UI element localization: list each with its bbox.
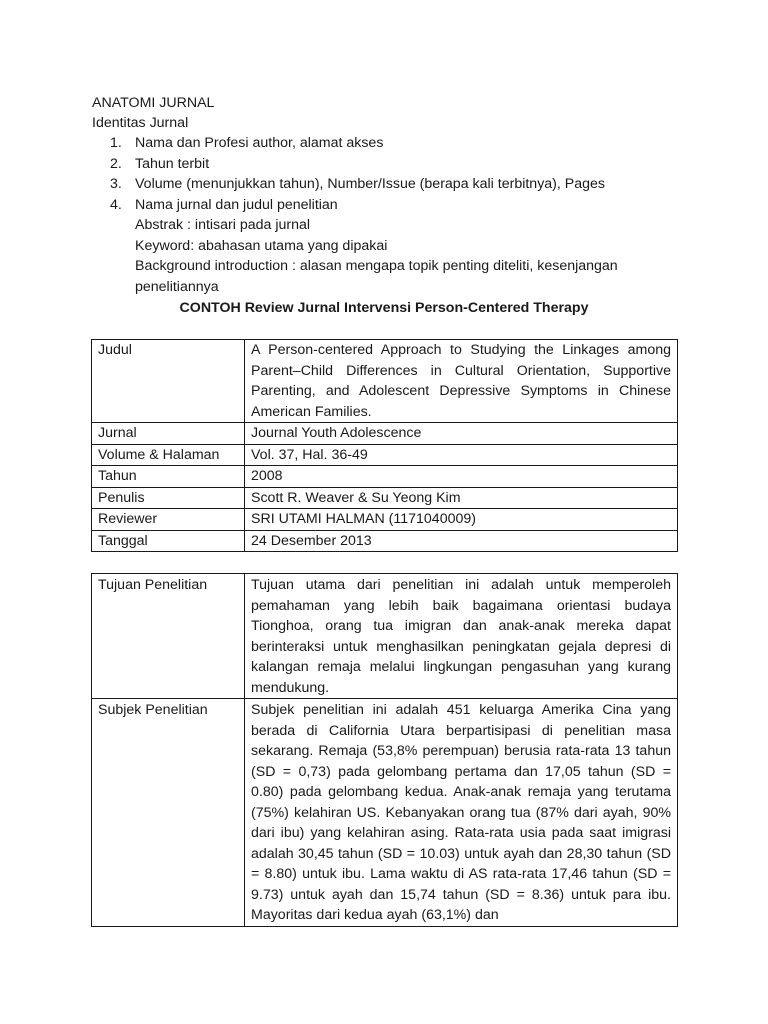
row-label-penulis: Penulis (92, 487, 245, 509)
abstrak-line: Abstrak : intisari pada jurnal (135, 217, 311, 233)
review-table (91, 573, 678, 927)
row-value-tahun: 2008 (245, 466, 678, 488)
identity-table (91, 339, 678, 552)
row-value-reviewer: SRI UTAMI HALMAN (1171040009) (245, 509, 678, 531)
table-row (92, 487, 678, 509)
list-number: 3. (110, 176, 122, 192)
row-label-judul: Judul (92, 340, 245, 423)
list-item (92, 174, 692, 195)
row-value-tanggal: 24 Desember 2013 (245, 530, 678, 552)
list-item (92, 195, 692, 216)
row-label-jurnal: Jurnal (92, 423, 245, 445)
table-row (92, 699, 678, 927)
row-label-reviewer: Reviewer (92, 509, 245, 531)
list-number: 4. (110, 196, 122, 213)
row-value-jurnal: Journal Youth Adolescence (245, 423, 678, 445)
table-row (92, 574, 678, 699)
row-value-subjek: Subjek penelitian ini adalah 451 keluarga Amerika Cina yang berada di California Utara berpartisipasi di penelitian masa sekarang. Remaja (53,8% perempuan) berusia rata-rata 13 tahun (SD = 0,73) pada gelombang pertama dan 17,05 tahun (SD = 0.80) pada gelombang kedua. Anak-anak remaja yang terutama (75%) kelahiran US. Kebanyakan orang tua (87% dari ayah, 90% dari ibu) yang kelahiran asing. Rata-rata usia pada saat imigrasi adalah 30,45 tahun (SD = 10.03) untuk ayah dan 28,30 tahun (SD = 8.80) untuk ibu. Lama waktu di AS rata-rata 17,46 tahun (SD = 9.73) untuk ayah dan 15,74 tahun (SD = 8.36) untuk para ibu. Mayoritas dari kedua ayah (63,1%) dan (245, 699, 678, 927)
keyword-line: Keyword: abahasan utama yang dipakai (135, 237, 388, 254)
row-label-tanggal: Tanggal (92, 530, 245, 552)
row-value-penulis: Scott R. Weaver & Su Yeong Kim (245, 487, 678, 509)
list-item (92, 154, 692, 175)
identity-list (92, 133, 692, 297)
table-row (92, 340, 678, 423)
row-label-tujuan: Tujuan Penelitian (92, 574, 245, 699)
example-title: CONTOH Review Jurnal Intervensi Person-Centered Therapy (179, 300, 589, 316)
table-row (92, 444, 678, 466)
table-row (92, 509, 678, 531)
list-item-text: Tahun terbit (135, 155, 210, 172)
row-value-tujuan: Tujuan utama dari penelitian ini adalah untuk memperoleh pemahaman yang lebih baik bagaimana orientasi budaya Tionghoa, orang tua imigran dan anak-anak mereka dapat berinteraksi untuk menghasilkan peningkatan gejala depresi di kalangan remaja melalui lingkungan pengasuhan yang kurang mendukung. (245, 574, 678, 699)
background-line: Background introduction : alasan mengapa topik penting diteliti, kesenjangan penelitiannya (135, 258, 618, 295)
table-row (92, 530, 678, 552)
list-item-text: Nama jurnal dan judul penelitian (135, 196, 338, 213)
table-row (92, 466, 678, 488)
section-subheading: Identitas Jurnal (92, 115, 189, 131)
list-item-text: Volume (menunjukkan tahun), Number/Issue (berapa kali terbitnya), Pages (135, 176, 606, 192)
list-number: 2. (110, 155, 122, 172)
row-value-judul: A Person-centered Approach to Studying the Linkages among Parent–Child Differences in Cultural Orientation, Supportive Parenting, and Adolescent Depressive Symptoms in Chinese American Families. (245, 340, 678, 423)
table-row (92, 423, 678, 445)
row-label-subjek: Subjek Penelitian (92, 699, 245, 927)
list-item-text: Nama dan Profesi author, alamat akses (135, 135, 384, 151)
document-title: ANATOMI JURNAL (92, 95, 215, 111)
list-number: 1. (110, 135, 122, 151)
row-value-volume: Vol. 37, Hal. 36-49 (245, 444, 678, 466)
row-label-tahun: Tahun (92, 466, 245, 488)
list-item (92, 133, 692, 154)
row-label-volume: Volume & Halaman (92, 444, 245, 466)
